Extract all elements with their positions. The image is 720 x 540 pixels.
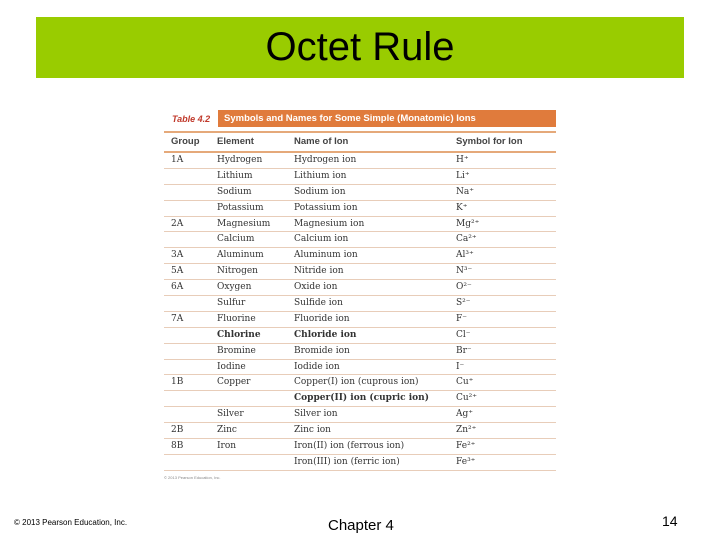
column-header-element: Element <box>217 136 254 147</box>
element-cell: Oxygen <box>217 282 252 293</box>
element-cell: Aluminum <box>217 250 264 261</box>
table-row <box>164 153 556 169</box>
page-number: 14 <box>662 513 678 529</box>
ion-symbol-cell: Cu²⁺ <box>456 393 478 404</box>
group-cell <box>164 328 217 343</box>
ion-name-cell: Iodide ion <box>294 361 340 372</box>
table-row <box>164 296 556 312</box>
ion-symbol-cell: Li⁺ <box>456 170 470 181</box>
ion-symbol-cell: I⁻ <box>456 361 465 372</box>
element-cell: Sulfur <box>217 298 246 309</box>
ion-symbol-cell: Ag⁺ <box>456 409 474 420</box>
ion-symbol-cell: Cl⁻ <box>456 329 471 340</box>
ion-symbol-cell: Cu⁺ <box>456 377 474 388</box>
group-cell <box>164 232 217 247</box>
ion-name-cell: Iron(III) ion (ferric ion) <box>294 456 400 467</box>
group-cell <box>164 360 217 375</box>
group-cell <box>164 391 217 406</box>
table-row <box>164 264 556 280</box>
ion-name-cell: Silver ion <box>294 409 338 420</box>
group-cell <box>164 344 217 359</box>
table-body <box>164 153 556 471</box>
table-row <box>164 185 556 201</box>
element-cell: Hydrogen <box>217 155 263 165</box>
ion-symbol-cell: Fe²⁺ <box>456 441 476 452</box>
ion-name-cell: Nitride ion <box>294 266 344 277</box>
element-cell: Zinc <box>217 425 237 436</box>
table-row <box>164 439 556 455</box>
element-cell: Lithium <box>217 170 253 181</box>
column-header-ion-name: Name of Ion <box>294 136 349 147</box>
copyright-footer: © 2013 Pearson Education, Inc. <box>14 518 128 527</box>
element-cell: Silver <box>217 409 244 420</box>
element-cell: Nitrogen <box>217 266 258 277</box>
ion-name-cell: Oxide ion <box>294 282 338 293</box>
group-cell <box>164 185 217 200</box>
group-cell: 7A <box>171 313 184 324</box>
ion-symbol-cell: H⁺ <box>456 155 469 165</box>
table-row <box>164 232 556 248</box>
group-cell: 6A <box>171 282 184 293</box>
group-cell <box>164 169 217 184</box>
ion-symbol-cell: Fe³⁺ <box>456 456 476 467</box>
table-row <box>164 423 556 439</box>
table-credit: © 2013 Pearson Education, Inc. <box>164 474 221 480</box>
table-row <box>164 407 556 423</box>
ion-symbol-cell: N³⁻ <box>456 266 473 277</box>
slide-title: Octet Rule <box>265 25 455 69</box>
element-cell: Fluorine <box>217 313 256 324</box>
table-row <box>164 169 556 185</box>
table-row <box>164 201 556 217</box>
chapter-footer: Chapter 4 <box>328 517 394 534</box>
group-cell: 2A <box>171 218 184 229</box>
table-number: Table 4.2 <box>172 113 211 124</box>
ion-name-cell: Iron(II) ion (ferrous ion) <box>294 441 405 452</box>
group-cell: 5A <box>171 266 184 277</box>
ion-name-cell: Chloride ion <box>294 329 357 340</box>
table-header <box>164 110 556 127</box>
table-row <box>164 248 556 264</box>
ion-name-cell: Copper(I) ion (cuprous ion) <box>294 377 419 388</box>
ion-name-cell: Aluminum ion <box>294 250 358 261</box>
ion-name-cell: Calcium ion <box>294 234 349 245</box>
table-row <box>164 328 556 344</box>
element-cell <box>217 455 294 470</box>
table-row <box>164 455 556 471</box>
table-row <box>164 375 556 391</box>
element-cell: Calcium <box>217 234 255 245</box>
ion-symbol-cell: F⁻ <box>456 313 467 324</box>
group-cell <box>164 407 217 422</box>
element-cell: Bromine <box>217 345 256 356</box>
ion-name-cell: Lithium ion <box>294 170 347 181</box>
table-row <box>164 280 556 296</box>
ion-name-cell: Bromide ion <box>294 345 350 356</box>
ion-symbol-cell: Ca²⁺ <box>456 234 477 245</box>
title-bar <box>36 17 684 78</box>
ion-name-cell: Sodium ion <box>294 186 346 197</box>
group-cell: 3A <box>171 250 184 261</box>
table-column-headers <box>164 131 556 153</box>
table-caption: Symbols and Names for Some Simple (Monatomic) Ions <box>218 110 556 127</box>
ion-name-cell: Copper(II) ion (cupric ion) <box>294 393 429 404</box>
group-cell: 8B <box>171 441 184 452</box>
ion-name-cell: Zinc ion <box>294 425 331 436</box>
element-cell: Sodium <box>217 186 252 197</box>
table-row <box>164 360 556 376</box>
ion-name-cell: Potassium ion <box>294 202 358 213</box>
ion-symbol-cell: O²⁻ <box>456 282 472 293</box>
ion-symbol-cell: Mg²⁺ <box>456 218 480 229</box>
ion-symbol-cell: Br⁻ <box>456 345 472 356</box>
ion-name-cell: Fluoride ion <box>294 313 350 324</box>
group-cell <box>164 296 217 311</box>
element-cell: Iron <box>217 441 237 452</box>
ion-symbol-cell: K⁺ <box>456 202 468 213</box>
ion-name-cell: Hydrogen ion <box>294 155 357 165</box>
group-cell: 2B <box>171 425 184 436</box>
ion-table <box>164 110 556 480</box>
table-row <box>164 312 556 328</box>
group-cell <box>164 455 217 470</box>
element-cell <box>217 391 294 406</box>
ion-symbol-cell: Zn²⁺ <box>456 425 477 436</box>
element-cell: Potassium <box>217 202 264 213</box>
table-row <box>164 391 556 407</box>
table-row <box>164 344 556 360</box>
element-cell: Magnesium <box>217 218 271 229</box>
ion-name-cell: Sulfide ion <box>294 298 343 309</box>
element-cell: Iodine <box>217 361 246 372</box>
group-cell: 1B <box>171 377 184 388</box>
group-cell <box>164 201 217 216</box>
ion-symbol-cell: Na⁺ <box>456 186 474 197</box>
group-cell: 1A <box>171 155 184 165</box>
column-header-ion-symbol: Symbol for Ion <box>456 136 523 147</box>
table-row <box>164 217 556 233</box>
ion-symbol-cell: S²⁻ <box>456 298 471 309</box>
element-cell: Copper <box>217 377 251 388</box>
column-header-group: Group <box>171 136 200 147</box>
element-cell: Chlorine <box>217 329 261 340</box>
ion-symbol-cell: Al³⁺ <box>456 250 474 261</box>
ion-name-cell: Magnesium ion <box>294 218 365 229</box>
